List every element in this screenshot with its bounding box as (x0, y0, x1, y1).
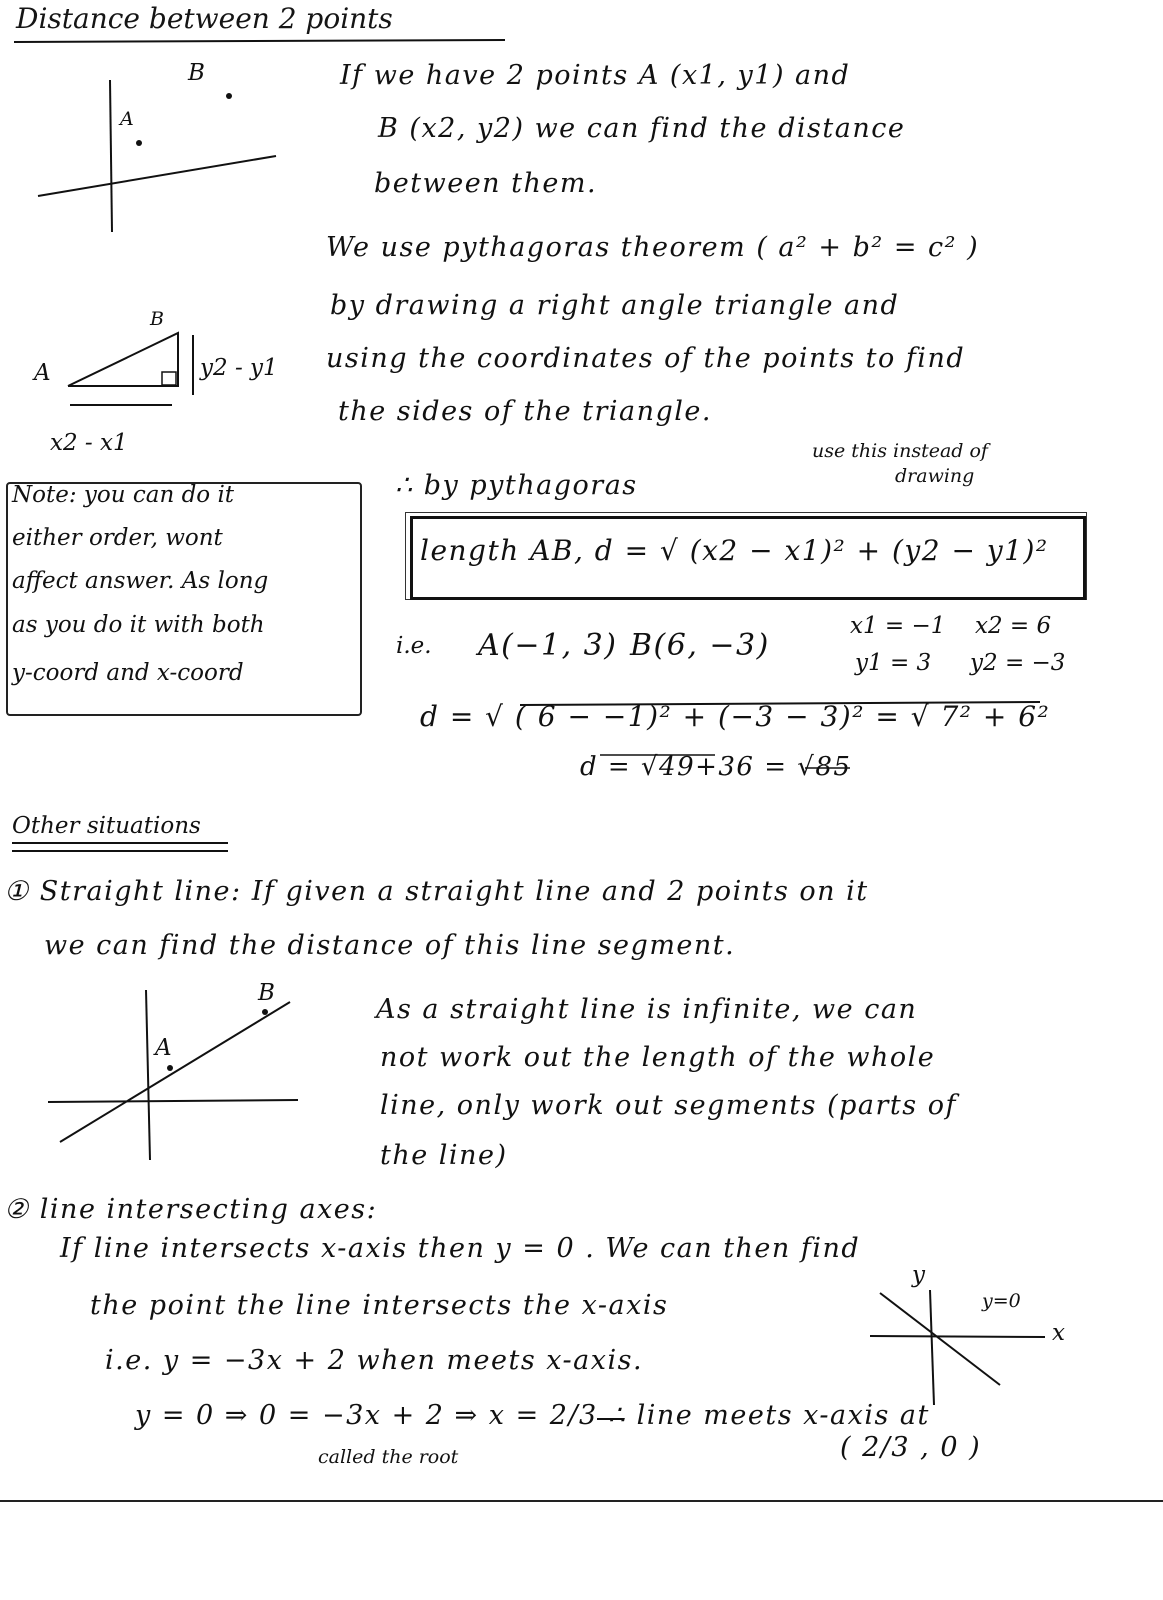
s2-line3: i.e. y = −3x + 2 when meets x-axis. (105, 1345, 644, 1376)
note-line1: Note: you can do it (12, 482, 235, 508)
triangle-vertical-label: y2 - y1 (200, 355, 278, 381)
s1-line2: we can find the distance of this line segment. (44, 930, 736, 961)
example-x2: x2 = 6 (975, 613, 1052, 639)
sketch2-y-axis (146, 990, 150, 1160)
example-step2: d = √49+36 = √85 (580, 752, 852, 782)
triangle-horizontal-label: x2 - x1 (50, 430, 128, 456)
title-underline (14, 40, 505, 42)
pythag-text: ∴ by pythagoras (395, 470, 638, 501)
sketch3-y-axis (930, 1290, 934, 1405)
s2-root-note: called the root (318, 1446, 459, 1468)
note-line5: y-coord and x-coord (12, 660, 244, 686)
pythag-aside-2: drawing (895, 465, 975, 487)
note-line2: either order, wont (12, 525, 223, 551)
right-angle-mark (162, 372, 176, 385)
note-line3: affect answer. As long (12, 568, 269, 594)
intro-line4: We use pythagoras theorem ( a² + b² = c² ) (326, 232, 980, 263)
pythag-aside-1: use this instead of (812, 440, 988, 462)
example-prefix: i.e. (396, 633, 432, 659)
example-y1: y1 = 3 (855, 650, 932, 676)
example-point-b: B(6, −3) (630, 628, 770, 663)
s2-point: ( 2/3 , 0 ) (840, 1432, 982, 1463)
sketch1-label-a: A (120, 108, 134, 130)
triangle-label-b: B (150, 308, 164, 330)
note-line4: as you do it with both (12, 612, 265, 638)
blank-margin (0, 1502, 1163, 1600)
page-title: Distance between 2 points (16, 2, 393, 35)
sketch1-y-axis (110, 80, 112, 232)
example-point-a: A(−1, 3) (478, 628, 618, 663)
s1-p4: the line) (380, 1140, 508, 1171)
s1-p3: line, only work out segments (parts of (380, 1090, 957, 1121)
other-heading: Other situations (12, 813, 201, 839)
intro-line2: B (x2, y2) we can find the distance (378, 113, 906, 144)
intro-line1: If we have 2 points A (x1, y1) and (340, 60, 851, 91)
intro-line7: the sides of the triangle. (338, 396, 712, 427)
example-step1: d = √ ( 6 − −1)² + (−3 − 3)² = √ 7² + 6² (420, 700, 1051, 733)
sketch2-line (60, 1002, 290, 1142)
example-y2: y2 = −3 (970, 650, 1066, 676)
sketch3-label-x: x (1052, 1320, 1065, 1346)
s1-line1: ① Straight line: If given a straight line and 2 points on it (4, 876, 869, 907)
triangle-label-a: A (34, 360, 51, 386)
sketch3-label-y: y (912, 1262, 925, 1288)
sketch2-label-b: B (258, 980, 275, 1006)
sketch1-x-axis (38, 156, 276, 196)
intro-line5: by drawing a right angle triangle and (330, 290, 900, 321)
intro-line6: using the coordinates of the points to find (326, 343, 966, 374)
intro-line3: between them. (374, 168, 598, 199)
sketch1-point-a (136, 140, 142, 146)
sketch2-label-a: A (155, 1035, 172, 1061)
sketch1-label-b: B (188, 60, 205, 86)
sketch2-x-axis (48, 1100, 298, 1102)
distance-formula: length AB, d = √ (x2 − x1)² + (y2 − y1)² (420, 534, 1049, 567)
s2-line4: y = 0 ⇒ 0 = −3x + 2 ⇒ x = 2/3 ∴ line meets x-axis at (135, 1400, 930, 1431)
s2-line2: the point the line intersects the x-axis (90, 1290, 669, 1321)
sketch3-label-y0: y=0 (982, 1290, 1021, 1312)
s2-heading: ② line intersecting axes: (4, 1194, 378, 1225)
example-x1: x1 = −1 (850, 613, 946, 639)
s2-line1: If line intersects x-axis then y = 0 . We can then find (60, 1233, 861, 1264)
s1-p2: not work out the length of the whole (380, 1042, 936, 1073)
sketch3-x-axis (870, 1336, 1045, 1337)
s1-p1: As a straight line is infinite, we can (376, 994, 918, 1025)
sketch1-point-b (226, 93, 232, 99)
